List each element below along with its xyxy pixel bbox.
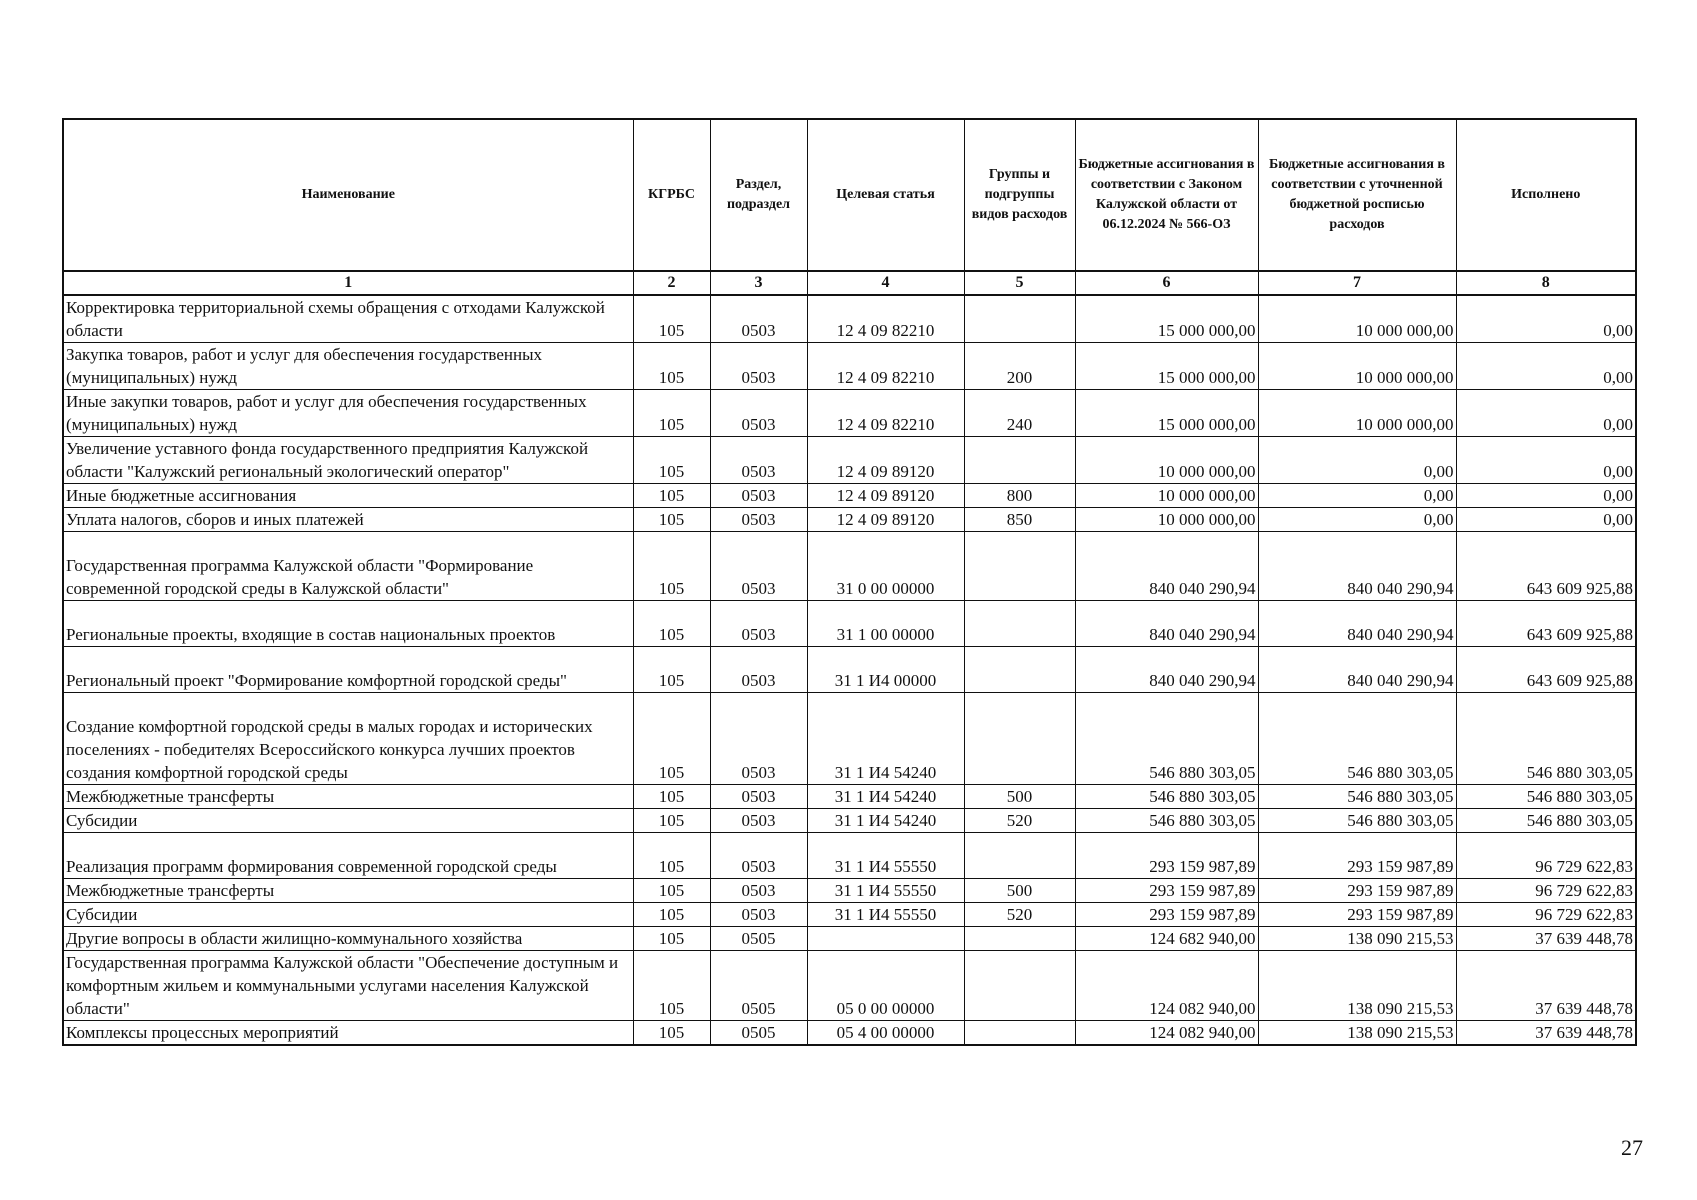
cell-target-article: 31 1 00 00000 (807, 601, 964, 647)
table-row (63, 484, 1636, 508)
cell-target-article: 05 4 00 00000 (807, 1021, 964, 1046)
cell-section: 0503 (710, 809, 807, 833)
cell-executed: 96 729 622,83 (1456, 903, 1636, 927)
cell-target-article: 31 0 00 00000 (807, 532, 964, 601)
cell-kgrbs: 105 (633, 879, 710, 903)
table-row (63, 647, 1636, 693)
header-target-article: Целевая статья (807, 119, 964, 271)
cell-expense-group: 500 (964, 785, 1075, 809)
cell-refined-appropriations: 10 000 000,00 (1258, 295, 1456, 343)
cell-name: Государственная программа Калужской области "Формирование современной городской среды в Калужской области" (63, 532, 633, 601)
cell-law-appropriations: 124 082 940,00 (1075, 1021, 1258, 1046)
cell-name: Другие вопросы в области жилищно-коммунального хозяйства (63, 927, 633, 951)
cell-executed: 0,00 (1456, 484, 1636, 508)
cell-refined-appropriations: 10 000 000,00 (1258, 390, 1456, 437)
cell-name: Государственная программа Калужской области "Обеспечение доступным и комфортным жильем и коммунальными услугами населения Калужской области" (63, 951, 633, 1021)
table-row (63, 508, 1636, 532)
column-number: 1 (63, 271, 633, 295)
cell-executed: 37 639 448,78 (1456, 951, 1636, 1021)
cell-executed: 0,00 (1456, 390, 1636, 437)
cell-expense-group (964, 647, 1075, 693)
cell-target-article: 12 4 09 82210 (807, 343, 964, 390)
cell-law-appropriations: 840 040 290,94 (1075, 647, 1258, 693)
cell-name: Региональный проект "Формирование комфортной городской среды" (63, 647, 633, 693)
cell-kgrbs: 105 (633, 903, 710, 927)
table-row (63, 437, 1636, 484)
cell-section: 0503 (710, 508, 807, 532)
cell-name: Субсидии (63, 809, 633, 833)
cell-refined-appropriations: 293 159 987,89 (1258, 879, 1456, 903)
cell-refined-appropriations: 10 000 000,00 (1258, 343, 1456, 390)
cell-target-article: 31 1 И4 55550 (807, 833, 964, 879)
table-row (63, 1021, 1636, 1046)
cell-executed: 643 609 925,88 (1456, 601, 1636, 647)
table-row (63, 833, 1636, 879)
cell-name: Межбюджетные трансферты (63, 879, 633, 903)
cell-section: 0503 (710, 647, 807, 693)
cell-expense-group: 500 (964, 879, 1075, 903)
page-number: 27 (1621, 1135, 1643, 1160)
cell-kgrbs: 105 (633, 390, 710, 437)
cell-law-appropriations: 293 159 987,89 (1075, 903, 1258, 927)
cell-law-appropriations: 15 000 000,00 (1075, 343, 1258, 390)
header-name: Наименование (63, 119, 633, 271)
column-number: 7 (1258, 271, 1456, 295)
cell-section: 0505 (710, 1021, 807, 1046)
cell-target-article: 12 4 09 89120 (807, 484, 964, 508)
cell-section: 0503 (710, 879, 807, 903)
cell-law-appropriations: 293 159 987,89 (1075, 833, 1258, 879)
cell-kgrbs: 105 (633, 647, 710, 693)
cell-executed: 0,00 (1456, 508, 1636, 532)
cell-executed: 546 880 303,05 (1456, 785, 1636, 809)
cell-name: Уплата налогов, сборов и иных платежей (63, 508, 633, 532)
cell-kgrbs: 105 (633, 809, 710, 833)
cell-kgrbs: 105 (633, 785, 710, 809)
cell-target-article: 31 1 И4 54240 (807, 693, 964, 785)
column-number: 4 (807, 271, 964, 295)
cell-law-appropriations: 546 880 303,05 (1075, 785, 1258, 809)
cell-expense-group: 240 (964, 390, 1075, 437)
cell-section: 0503 (710, 601, 807, 647)
cell-refined-appropriations: 840 040 290,94 (1258, 647, 1456, 693)
cell-name: Корректировка территориальной схемы обращения с отходами Калужской области (63, 295, 633, 343)
header-law-appropriations: Бюджетные ассигнования в соответствии с Законом Калужской области от 06.12.2024 № 566-ОЗ (1075, 119, 1258, 271)
cell-law-appropriations: 124 682 940,00 (1075, 927, 1258, 951)
column-number: 3 (710, 271, 807, 295)
cell-section: 0503 (710, 693, 807, 785)
cell-name: Реализация программ формирования современной городской среды (63, 833, 633, 879)
cell-kgrbs: 105 (633, 484, 710, 508)
cell-executed: 546 880 303,05 (1456, 809, 1636, 833)
cell-section: 0503 (710, 833, 807, 879)
budget-table (62, 118, 1637, 1046)
cell-section: 0503 (710, 437, 807, 484)
cell-name: Создание комфортной городской среды в малых городах и исторических поселениях - победителях Всероссийского конкурса лучших проектов создания комфортной городской среды (63, 693, 633, 785)
cell-law-appropriations: 546 880 303,05 (1075, 693, 1258, 785)
cell-kgrbs: 105 (633, 508, 710, 532)
cell-target-article (807, 927, 964, 951)
column-number-row (63, 271, 1636, 295)
cell-target-article: 31 1 И4 54240 (807, 785, 964, 809)
cell-section: 0503 (710, 903, 807, 927)
cell-target-article: 12 4 09 82210 (807, 390, 964, 437)
cell-expense-group: 520 (964, 809, 1075, 833)
cell-name: Закупка товаров, работ и услуг для обеспечения государственных (муниципальных) нужд (63, 343, 633, 390)
cell-expense-group: 800 (964, 484, 1075, 508)
cell-law-appropriations: 546 880 303,05 (1075, 809, 1258, 833)
cell-section: 0503 (710, 343, 807, 390)
cell-kgrbs: 105 (633, 833, 710, 879)
cell-refined-appropriations: 546 880 303,05 (1258, 785, 1456, 809)
table-row (63, 390, 1636, 437)
cell-expense-group (964, 601, 1075, 647)
cell-refined-appropriations: 138 090 215,53 (1258, 951, 1456, 1021)
cell-law-appropriations: 15 000 000,00 (1075, 390, 1258, 437)
cell-name: Увеличение уставного фонда государственного предприятия Калужской области "Калужский региональный экологический оператор" (63, 437, 633, 484)
cell-name: Комплексы процессных мероприятий (63, 1021, 633, 1046)
table-row (63, 951, 1636, 1021)
cell-name: Региональные проекты, входящие в состав национальных проектов (63, 601, 633, 647)
cell-expense-group (964, 1021, 1075, 1046)
cell-refined-appropriations: 0,00 (1258, 437, 1456, 484)
cell-kgrbs: 105 (633, 951, 710, 1021)
cell-refined-appropriations: 0,00 (1258, 508, 1456, 532)
cell-executed: 643 609 925,88 (1456, 647, 1636, 693)
cell-kgrbs: 105 (633, 1021, 710, 1046)
cell-section: 0503 (710, 532, 807, 601)
cell-law-appropriations: 124 082 940,00 (1075, 951, 1258, 1021)
cell-refined-appropriations: 0,00 (1258, 484, 1456, 508)
cell-executed: 0,00 (1456, 295, 1636, 343)
cell-executed: 0,00 (1456, 437, 1636, 484)
cell-executed: 96 729 622,83 (1456, 833, 1636, 879)
cell-expense-group (964, 295, 1075, 343)
cell-name: Иные закупки товаров, работ и услуг для обеспечения государственных (муниципальных) нужд (63, 390, 633, 437)
cell-target-article: 31 1 И4 55550 (807, 903, 964, 927)
table-row (63, 532, 1636, 601)
cell-expense-group (964, 927, 1075, 951)
header-executed: Исполнено (1456, 119, 1636, 271)
cell-law-appropriations: 10 000 000,00 (1075, 484, 1258, 508)
header-kgrbs: КГРБС (633, 119, 710, 271)
cell-target-article: 31 1 И4 54240 (807, 809, 964, 833)
cell-refined-appropriations: 293 159 987,89 (1258, 903, 1456, 927)
table-row (63, 879, 1636, 903)
cell-kgrbs: 105 (633, 343, 710, 390)
cell-kgrbs: 105 (633, 437, 710, 484)
header-expense-groups: Группы и подгруппы видов расходов (964, 119, 1075, 271)
cell-expense-group (964, 951, 1075, 1021)
cell-kgrbs: 105 (633, 693, 710, 785)
cell-executed: 546 880 303,05 (1456, 693, 1636, 785)
cell-law-appropriations: 840 040 290,94 (1075, 532, 1258, 601)
cell-section: 0503 (710, 785, 807, 809)
cell-refined-appropriations: 840 040 290,94 (1258, 532, 1456, 601)
cell-refined-appropriations: 138 090 215,53 (1258, 1021, 1456, 1046)
table-row (63, 295, 1636, 343)
cell-name: Иные бюджетные ассигнования (63, 484, 633, 508)
cell-target-article: 12 4 09 89120 (807, 437, 964, 484)
cell-law-appropriations: 293 159 987,89 (1075, 879, 1258, 903)
cell-expense-group: 200 (964, 343, 1075, 390)
cell-kgrbs: 105 (633, 927, 710, 951)
cell-expense-group (964, 833, 1075, 879)
header-section: Раздел, подраздел (710, 119, 807, 271)
cell-kgrbs: 105 (633, 532, 710, 601)
table-row (63, 785, 1636, 809)
cell-expense-group: 850 (964, 508, 1075, 532)
cell-section: 0503 (710, 484, 807, 508)
cell-executed: 643 609 925,88 (1456, 532, 1636, 601)
cell-law-appropriations: 840 040 290,94 (1075, 601, 1258, 647)
cell-expense-group (964, 437, 1075, 484)
table-header-row (63, 119, 1636, 271)
cell-section: 0505 (710, 927, 807, 951)
cell-expense-group (964, 532, 1075, 601)
table-row (63, 927, 1636, 951)
cell-target-article: 31 1 И4 55550 (807, 879, 964, 903)
table-row (63, 693, 1636, 785)
cell-law-appropriations: 10 000 000,00 (1075, 437, 1258, 484)
cell-section: 0503 (710, 390, 807, 437)
table-row (63, 343, 1636, 390)
cell-refined-appropriations: 546 880 303,05 (1258, 809, 1456, 833)
cell-target-article: 31 1 И4 00000 (807, 647, 964, 693)
cell-name: Межбюджетные трансферты (63, 785, 633, 809)
table-row (63, 903, 1636, 927)
column-number: 6 (1075, 271, 1258, 295)
cell-refined-appropriations: 546 880 303,05 (1258, 693, 1456, 785)
column-number: 8 (1456, 271, 1636, 295)
cell-law-appropriations: 15 000 000,00 (1075, 295, 1258, 343)
column-number: 2 (633, 271, 710, 295)
cell-refined-appropriations: 138 090 215,53 (1258, 927, 1456, 951)
cell-target-article: 05 0 00 00000 (807, 951, 964, 1021)
cell-refined-appropriations: 293 159 987,89 (1258, 833, 1456, 879)
cell-executed: 96 729 622,83 (1456, 879, 1636, 903)
cell-executed: 37 639 448,78 (1456, 1021, 1636, 1046)
cell-kgrbs: 105 (633, 295, 710, 343)
cell-kgrbs: 105 (633, 601, 710, 647)
cell-expense-group (964, 693, 1075, 785)
cell-law-appropriations: 10 000 000,00 (1075, 508, 1258, 532)
cell-executed: 37 639 448,78 (1456, 927, 1636, 951)
column-number: 5 (964, 271, 1075, 295)
cell-executed: 0,00 (1456, 343, 1636, 390)
table-row (63, 809, 1636, 833)
cell-section: 0505 (710, 951, 807, 1021)
header-refined-appropriations: Бюджетные ассигнования в соответствии с уточненной бюджетной росписью расходов (1258, 119, 1456, 271)
cell-section: 0503 (710, 295, 807, 343)
cell-target-article: 12 4 09 89120 (807, 508, 964, 532)
cell-expense-group: 520 (964, 903, 1075, 927)
table-row (63, 601, 1636, 647)
cell-name: Субсидии (63, 903, 633, 927)
cell-target-article: 12 4 09 82210 (807, 295, 964, 343)
cell-refined-appropriations: 840 040 290,94 (1258, 601, 1456, 647)
